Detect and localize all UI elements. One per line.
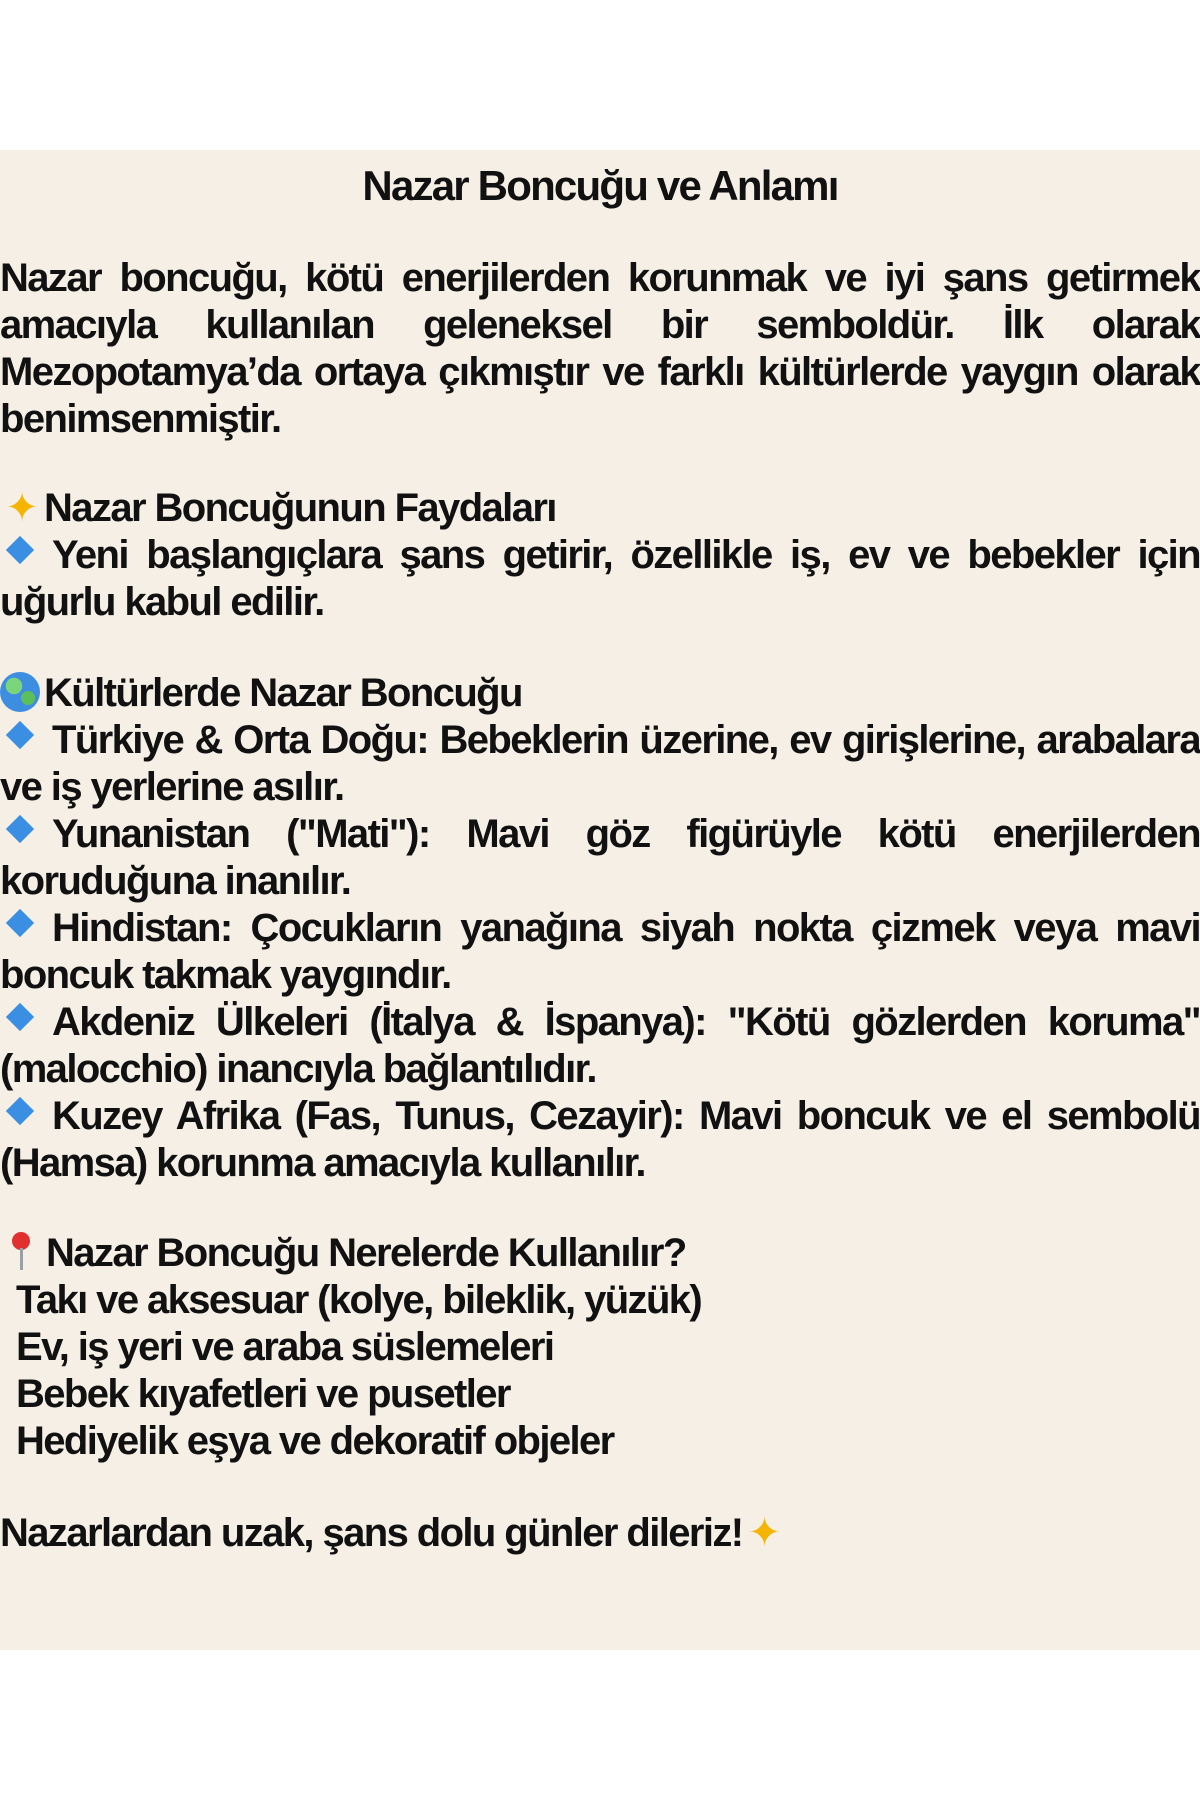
cultures-heading — [0, 670, 1200, 717]
benefit-item — [0, 532, 1200, 626]
small-blue-diamond-icon — [6, 1097, 34, 1125]
sparkles-icon: ✦ — [747, 1510, 782, 1556]
small-blue-diamond-icon — [6, 536, 34, 564]
closing-line — [0, 1510, 1200, 1557]
culture-item-text: Kuzey Afrika (Fas, Tunus, Cezayir): Mavi boncuk ve el sembolü (Hamsa) korunma amacıyla kullanılır. — [0, 1094, 1200, 1185]
closing-text: Nazarlardan uzak, şans dolu günler dileriz! — [0, 1511, 743, 1555]
benefit-item-text: Yeni başlangıçlara şans getirir, özellikle iş, ev ve bebekler için uğurlu kabul edilir. — [0, 533, 1200, 624]
usage-item: Hediyelik eşya ve dekoratif objeler — [16, 1419, 614, 1463]
benefits-heading — [0, 485, 1200, 532]
benefits-section — [0, 485, 1200, 626]
cultures-heading-text: Kültürlerde Nazar Boncuğu — [44, 671, 522, 715]
small-blue-diamond-icon — [6, 815, 34, 843]
small-blue-diamond-icon — [6, 909, 34, 937]
intro-paragraph: Nazar boncuğu, kötü enerjilerden korunmak ve iyi şans getirmek amacıyla kullanılan geleneksel bir semboldür. İlk olarak Mezopotamya’da ortaya çıkmıştır ve farklı kültürlerde yaygın olarak benimsenmiştir. — [0, 256, 1200, 441]
culture-item-text: Akdeniz Ülkeleri (İtalya & İspanya): "Kötü gözlerden koruma" (malocchio) inancıyla bağlantılıdır. — [0, 1000, 1200, 1091]
usage-item: Takı ve aksesuar (kolye, bileklik, yüzük) — [16, 1278, 702, 1322]
small-blue-diamond-icon — [6, 1003, 34, 1031]
content-panel — [0, 150, 1200, 1650]
cultures-section — [0, 670, 1200, 1187]
usage-heading-text: Nazar Boncuğu Nerelerde Kullanılır? — [46, 1231, 686, 1275]
culture-item-text: Hindistan: Çocukların yanağına siyah nokta çizmek veya mavi boncuk takmak yaygındır. — [0, 906, 1200, 997]
culture-item-text: Türkiye & Orta Doğu: Bebeklerin üzerine, ev girişlerine, arabalara ve iş yerlerine asılır. — [0, 718, 1200, 809]
globe-icon — [0, 672, 40, 712]
culture-item-turkey — [0, 717, 1200, 811]
benefits-heading-text: Nazar Boncuğunun Faydaları — [44, 486, 556, 530]
usage-item: Ev, iş yeri ve araba süslemeleri — [16, 1325, 554, 1369]
culture-item-greece — [0, 811, 1200, 905]
culture-item-text: Yunanistan ("Mati"): Mavi göz figürüyle kötü enerjilerden koruduğuna inanılır. — [0, 812, 1200, 903]
round-pushpin-icon — [6, 1230, 36, 1272]
small-blue-diamond-icon — [6, 721, 34, 749]
sparkles-icon: ✦ — [5, 485, 39, 531]
culture-item-mediterranean — [0, 999, 1200, 1093]
culture-item-north-africa — [0, 1093, 1200, 1187]
usage-section — [0, 1230, 1200, 1465]
culture-item-india — [0, 905, 1200, 999]
usage-item: Bebek kıyafetleri ve pusetler — [16, 1372, 510, 1416]
usage-heading — [0, 1230, 1200, 1277]
document-title: Nazar Boncuğu ve Anlamı — [362, 162, 838, 209]
